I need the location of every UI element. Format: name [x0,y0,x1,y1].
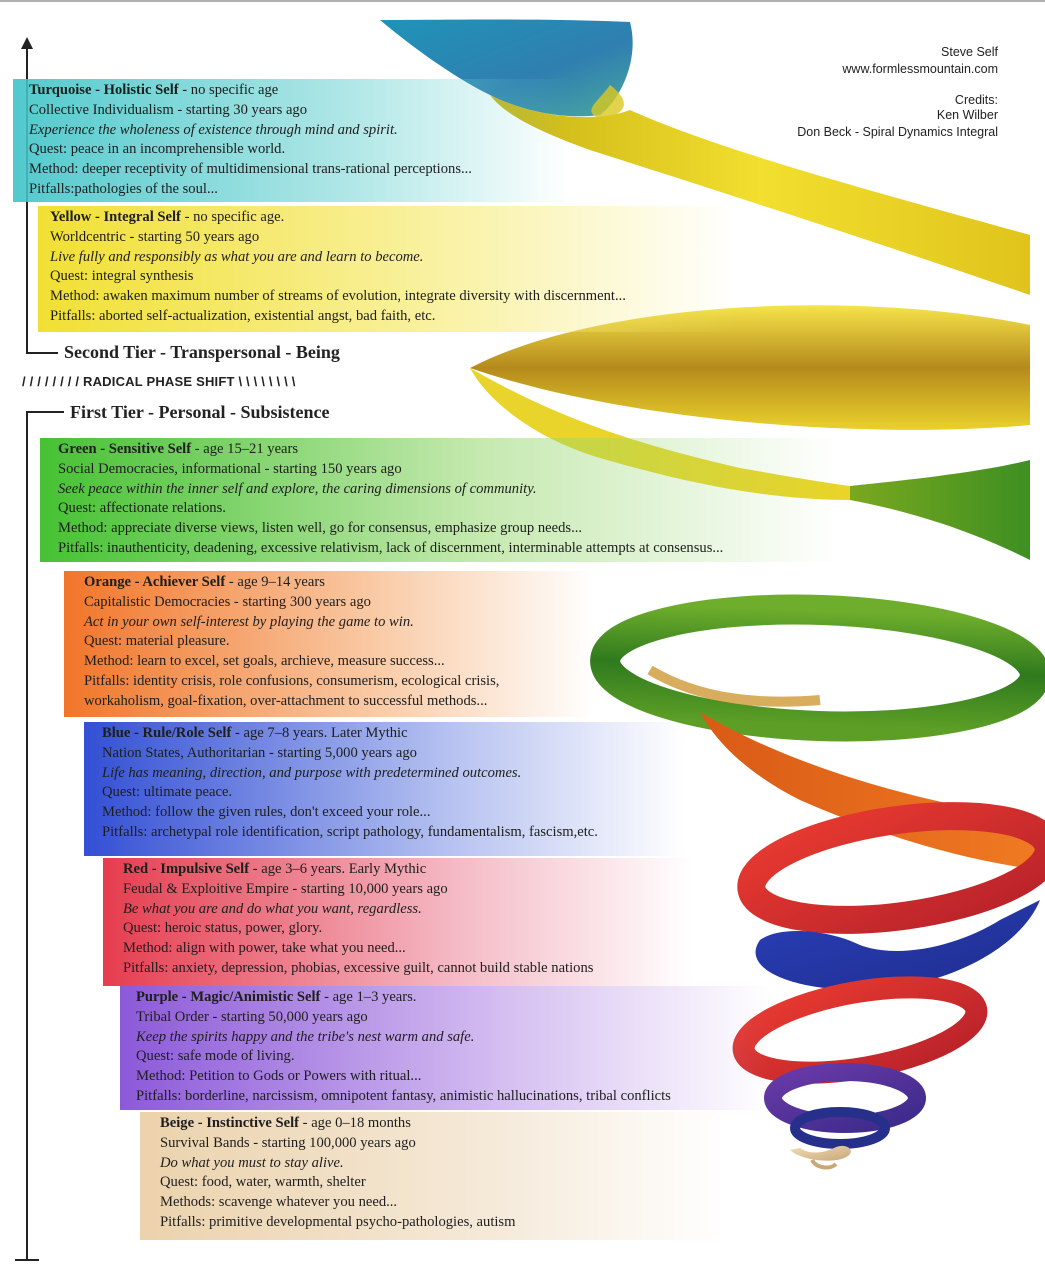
stage-motto: Live fully and responsibly as what you are and learn to become. [50,248,424,265]
stage-motto: Do what you must to stay alive. [160,1154,344,1171]
credit-name-2: Don Beck - Spiral Dynamics Integral [797,125,998,139]
stage-pitfalls: Pitfalls: aborted self-actualization, existential angst, bad faith, etc. [50,307,436,324]
stage-pitfalls: Pitfalls:pathologies of the soul... [29,180,218,197]
stage-method: Method: awaken maximum number of streams of evolution, integrate diversity with discernment... [50,288,626,305]
first-tier-axis [26,411,28,1261]
stage-pitfalls: Pitfalls: inauthenticity, deadening, excessive relativism, lack of discernment, interminable attempts at consensus... [58,539,724,556]
stage-age: - age 15–21 years [191,441,299,457]
stage-name: Blue - Rule/Role Self [102,725,232,741]
stage-motto: Seek peace within the inner self and explore, the caring dimensions of community. [58,480,537,497]
stage-pitfalls: Pitfalls: archetypal role identification, script pathology, fundamentalism, fascism,etc. [102,823,598,840]
stage-method: Method: Petition to Gods or Powers with ritual... [136,1068,422,1085]
credit-author: Steve Self [941,45,998,59]
stage-green [40,438,840,562]
stage-society: Worldcentric - starting 50 years ago [50,228,260,245]
stage-pitfalls: Pitfalls: identity crisis, role confusions, consumerism, ecological crisis, [84,672,500,689]
stage-method: Method: appreciate diverse views, listen well, go for consensus, emphasize group needs... [58,520,583,537]
stage-name: Orange - Achiever Self [84,574,226,590]
stage-age: - no specific age. [180,209,285,225]
stage-method: Method: deeper receptivity of multidimensional trans-rational perceptions... [29,161,472,178]
stage-motto: Be what you are and do what you want, regardless. [123,900,422,917]
phase-shift-right: \ \ \ \ \ \ \ \ [238,374,296,389]
stage-society: Nation States, Authoritarian - starting 5,000 years ago [102,744,417,761]
stage-society: Survival Bands - starting 100,000 years ago [160,1134,416,1151]
stage-blue [84,722,684,856]
stage-beige [140,1112,725,1240]
stage-age: - age 3–6 years. Early Mythic [249,861,427,877]
stage-name: Beige - Instinctive Self [160,1115,300,1131]
first-tier-label: First Tier - Personal - Subsistence [70,402,330,422]
stage-motto: Act in your own self-interest by playing the game to win. [84,613,414,630]
credit-name-1: Ken Wilber [936,108,998,122]
stage-quest: Quest: heroic status, power, glory. [123,920,323,937]
stage-turquoise [13,79,570,202]
stage-quest: Quest: peace in an incomprehensible world. [29,141,286,158]
stage-name: Yellow - Integral Self [50,209,181,225]
stage-motto: Keep the spirits happy and the tribe's nest warm and safe. [136,1028,475,1045]
stage-name: Turquoise - Holistic Self [29,82,179,98]
stage-quest: Quest: material pleasure. [84,633,230,650]
axis-bottom-tick [15,1259,39,1261]
credit-website[interactable]: www.formlessmountain.com [842,62,998,76]
stage-quest: Quest: safe mode of living. [136,1048,295,1065]
stage-pitfalls-cont: workaholism, goal-fixation, over-attachment to successful methods... [84,692,488,709]
stage-method: Methods: scavenge whatever you need... [160,1194,398,1211]
spiral-band-green-ring [603,603,1037,734]
stage-purple [120,986,770,1110]
stage-orange [64,571,594,717]
stage-quest: Quest: affectionate relations. [58,500,226,517]
spiral-band-green-upper [850,460,1030,560]
stage-method: Method: follow the given rules, don't exceed your role... [102,804,431,821]
stage-society: Capitalistic Democracies - starting 300 years ago [84,593,371,610]
credit-label: Credits: [954,93,998,107]
stage-pitfalls: Pitfalls: anxiety, depression, phobias, excessive guilt, cannot build stable nations [123,959,594,976]
stage-age: - age 1–3 years. [320,989,417,1005]
phase-shift [22,374,296,389]
stage-society: Social Democracies, informational - starting 150 years ago [58,460,402,477]
stage-society: Tribal Order - starting 50,000 years ago [136,1008,368,1025]
stage-quest: Quest: food, water, warmth, shelter [160,1174,366,1191]
stage-motto: Life has meaning, direction, and purpose with predetermined outcomes. [102,764,522,781]
stage-name: Purple - Magic/Animistic Self [136,989,321,1005]
second-tier-label: Second Tier - Transpersonal - Being [64,342,340,362]
second-tier-tick [26,352,58,354]
stage-motto: Experience the wholeness of existence through mind and spirit. [29,121,398,138]
stage-pitfalls: Pitfalls: primitive developmental psycho-pathologies, autism [160,1213,516,1230]
phase-shift-label: RADICAL PHASE SHIFT [83,374,235,389]
phase-shift-left: / / / / / / / / [22,374,80,389]
stage-age: - age 9–14 years [225,574,325,590]
stage-age: - no specific age [178,82,279,98]
stage-society: Collective Individualism - starting 30 years ago [29,101,308,118]
stage-age: - age 0–18 months [299,1115,411,1131]
stage-pitfalls: Pitfalls: borderline, narcissism, omnipotent fantasy, animistic hallucinations, tribal conflicts [136,1087,671,1104]
stage-quest: Quest: ultimate peace. [102,784,233,801]
stage-yellow [38,206,738,332]
first-tier-tick [26,411,64,413]
stage-name: Green - Sensitive Self [58,441,192,457]
stage-name: Red - Impulsive Self [123,861,250,877]
spiral-band-red-ring [745,800,1045,937]
stage-method: Method: align with power, take what you need... [123,940,406,957]
stage-red [103,858,693,986]
stage-society: Feudal & Exploitive Empire - starting 10,000 years ago [123,880,448,897]
spiral-band-beige [790,1146,851,1161]
stage-quest: Quest: integral synthesis [50,268,194,285]
stage-age: - age 7–8 years. Later Mythic [231,725,408,741]
stage-method: Method: learn to excel, set goals, archieve, measure success... [84,653,445,670]
